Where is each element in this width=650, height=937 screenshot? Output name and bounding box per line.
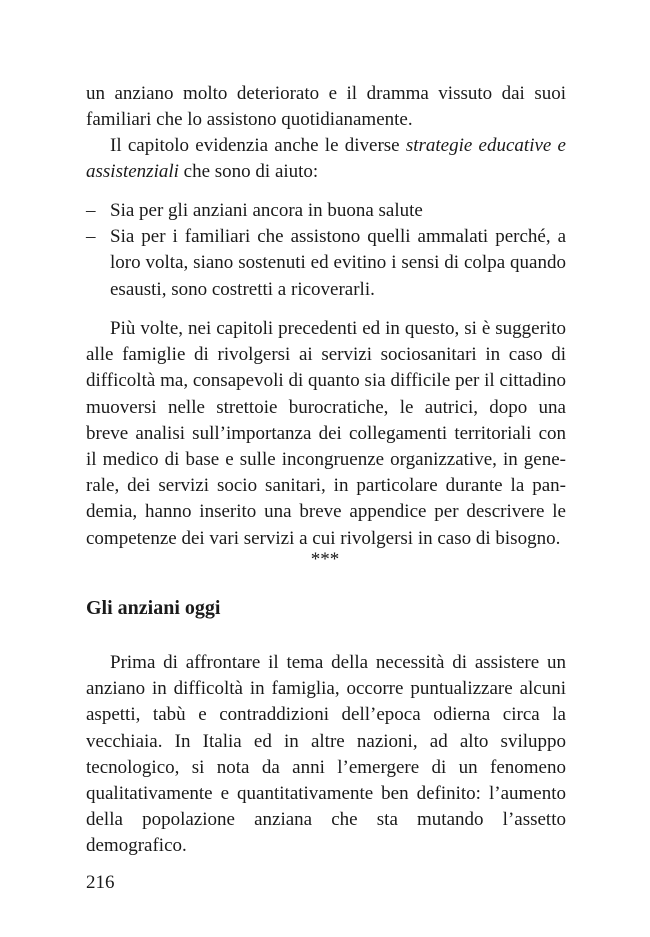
list-item — [86, 198, 566, 224]
paragraph-italic-phrase: strategie educative e assistenziali — [86, 135, 566, 183]
list-dash: – — [86, 226, 96, 248]
paragraph-social-services: Più volte, nei capitoli precedenti ed in questo, si è suggerito alle famiglie di rivolgersi ai servizi sociosanitari in caso di difficoltà ma, consapevoli di quanto sia difficile per il cittadino muoversi nelle strettoie burocratiche, le autrici, dopo una breve analisi sull’importanza dei collegamenti territoriali con il medico di base e sulle incongruenze organizzative, in generale, dei servizi socio sanitari, in particolare durante la pandemia, hanno inserito una breve appendice per descrivere le competenze dei vari servizi a cui rivolgersi in caso di bisogno. — [86, 318, 566, 549]
paragraph-continuation: un anziano molto deteriorato e il dramma vissuto dai suoi familiari che lo assistono quotidianamente. — [86, 83, 566, 131]
section-heading: Gli anziani oggi — [86, 597, 221, 619]
list-item-text: Sia per i familiari che assistono quelli ammalati perché, a loro volta, siano sostenuti ed evitino i sensi di colpa quando esausti, sono costretti a ricoverarli. — [110, 226, 566, 300]
paragraph-chapter-strategies — [86, 133, 566, 185]
separator-stars: *** — [310, 549, 340, 570]
list-item — [86, 224, 566, 303]
page-number: 216 — [86, 872, 115, 893]
paragraph-text-after: che sono di aiuto: — [178, 161, 319, 183]
list-dash: – — [86, 200, 96, 221]
list-item-text: Sia per gli anziani ancora in buona salute — [110, 200, 423, 221]
section-separator — [0, 549, 650, 571]
paragraph-text-before: Il capitolo evidenzia anche le diverse — [110, 135, 406, 156]
paragraph-elderly-today: Prima di affrontare il tema della necessità di assistere un anziano in difficoltà in famiglia, occorre puntualizzare alcuni aspetti, tabù e contraddizioni dell’epoca odierna circa la vecchiaia. In Italia ed in altre nazioni, ad alto sviluppo tecnologico, si nota da anni l’emergere di un fenomeno qualitativamente e quantitativamente ben definito: l’aumento della popolazione anziana che sta mutando l’assetto demografico. — [86, 652, 566, 857]
bullet-list — [86, 198, 566, 303]
